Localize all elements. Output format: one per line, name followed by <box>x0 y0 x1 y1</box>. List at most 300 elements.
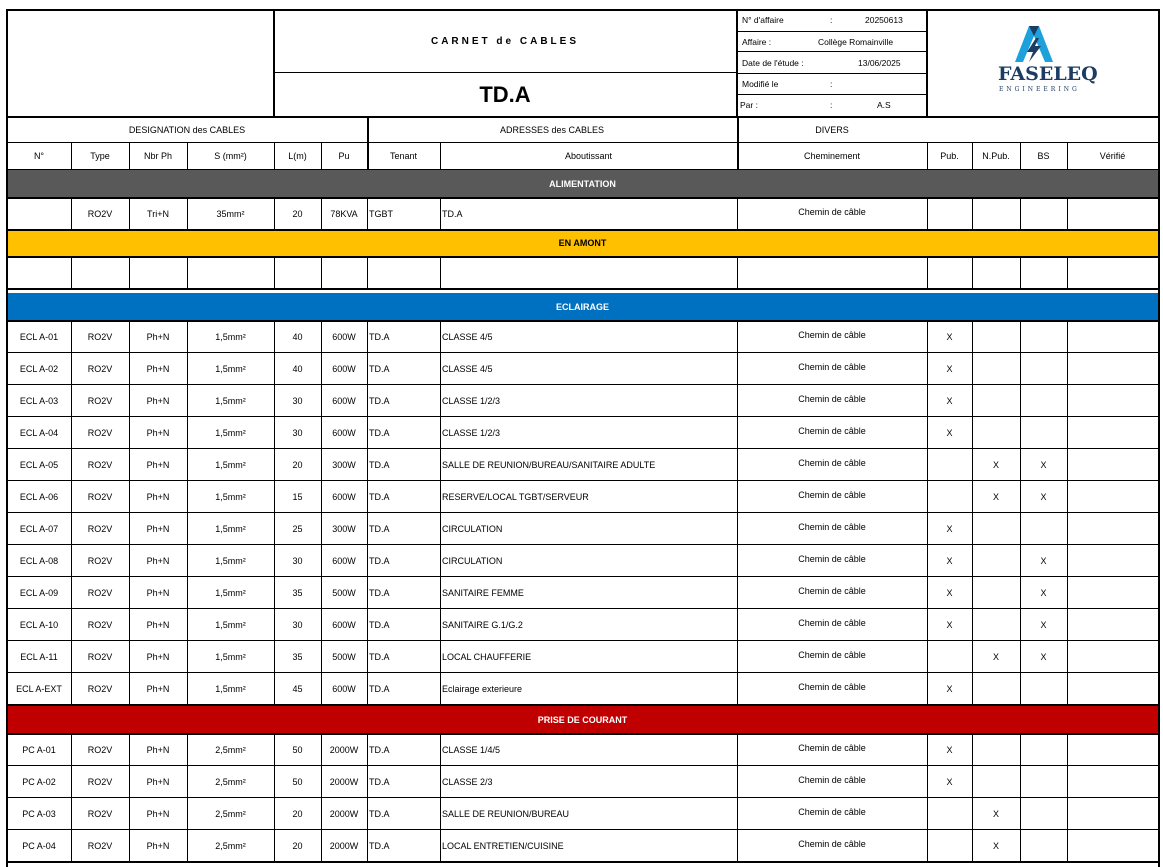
cell-section <box>187 258 274 288</box>
cell-nbr-ph <box>129 258 187 288</box>
grid-line <box>71 385 72 417</box>
cell-verifie <box>1067 578 1158 608</box>
grid-line <box>6 197 1159 199</box>
cell-nbr-ph: Ph+N <box>146 684 170 694</box>
grid-line <box>274 449 275 481</box>
column-header-no: N° <box>33 151 45 161</box>
section-band-prise-de-courant: PRISE DE COURANT <box>7 706 1158 733</box>
cell-section: 1,5mm² <box>215 396 246 406</box>
grid-line <box>321 641 322 673</box>
grid-line <box>1020 417 1021 449</box>
cell-tenant: TD.A <box>369 745 390 755</box>
cell-tenant: TD.A <box>369 588 390 598</box>
cell-tenant <box>367 258 440 288</box>
cell-aboutissant: CLASSE 4/5 <box>442 364 493 374</box>
grid-line <box>129 449 130 481</box>
grid-line <box>129 513 130 545</box>
cell-npub <box>972 386 1020 416</box>
grid-line <box>367 766 368 798</box>
cell-power: 600W <box>332 364 356 374</box>
grid-line <box>273 72 737 73</box>
cell-nbr-ph: Ph+N <box>146 492 170 502</box>
grid-line <box>6 861 1159 863</box>
grid-line <box>367 143 369 169</box>
grid-line <box>927 545 928 577</box>
cell-bs <box>1020 418 1067 448</box>
grid-line <box>187 545 188 577</box>
grid-line <box>927 481 928 513</box>
cell-aboutissant: SANITAIRE G.1/G.2 <box>442 620 523 630</box>
cell-pub <box>927 482 972 512</box>
grid-line <box>274 481 275 513</box>
cell-tenant: TD.A <box>369 524 390 534</box>
cell-aboutissant: CLASSE 2/3 <box>442 777 493 787</box>
cell-power: 500W <box>332 652 356 662</box>
grid-line <box>737 766 738 798</box>
cell-power: 600W <box>332 492 356 502</box>
grid-line <box>367 641 368 673</box>
cell-bs <box>1020 258 1067 288</box>
grid-line <box>71 766 72 798</box>
grid-line <box>321 257 322 289</box>
cell-pub: X <box>946 745 953 755</box>
grid-line <box>6 288 1159 290</box>
grid-line <box>440 321 441 353</box>
cell-no: PC A-03 <box>22 809 56 819</box>
cell-no: ECL A-05 <box>19 460 59 470</box>
grid-line <box>367 481 368 513</box>
cell-npub: X <box>992 809 999 819</box>
grid-line <box>6 608 1159 609</box>
grid-line <box>737 143 739 169</box>
cell-pub <box>927 799 972 829</box>
cell-no: ECL A-04 <box>19 428 59 438</box>
info-label-date: Date de l'étude : <box>742 58 804 68</box>
cell-bs <box>1020 386 1067 416</box>
cell-length: 20 <box>292 809 303 819</box>
cell-power: 600W <box>332 684 356 694</box>
grid-line <box>972 353 973 385</box>
grid-line <box>972 577 973 609</box>
cell-cheminement: Chemin de câble <box>798 394 866 404</box>
cell-length: 20 <box>292 460 303 470</box>
cell-type: RO2V <box>87 652 113 662</box>
grid-line <box>71 143 72 169</box>
cell-section: 1,5mm² <box>215 620 246 630</box>
grid-line <box>321 734 322 766</box>
cell-bs: X <box>1040 620 1047 630</box>
grid-line <box>440 766 441 798</box>
grid-line <box>129 353 130 385</box>
grid-line <box>274 830 275 862</box>
grid-line <box>274 545 275 577</box>
grid-line <box>1020 198 1021 230</box>
cell-pub: X <box>946 684 953 694</box>
logo-name: FASELEQ <box>998 63 1098 85</box>
grid-line <box>187 417 188 449</box>
grid-line <box>927 577 928 609</box>
cell-verifie <box>1067 258 1158 288</box>
grid-line <box>1020 385 1021 417</box>
grid-line <box>367 198 368 230</box>
grid-line <box>321 673 322 705</box>
cell-section: 1,5mm² <box>215 556 246 566</box>
grid-line <box>129 798 130 830</box>
grid-line <box>1067 385 1068 417</box>
cell-length: 40 <box>292 364 303 374</box>
cell-power: 600W <box>332 332 356 342</box>
grid-line <box>321 513 322 545</box>
grid-line <box>6 9 1159 11</box>
grid-line <box>927 513 928 545</box>
cell-nbr-ph: Ph+N <box>146 556 170 566</box>
grid-line <box>440 385 441 417</box>
cell-power: 2000W <box>329 809 359 819</box>
cell-section: 2,5mm² <box>215 777 246 787</box>
grid-line <box>1067 545 1068 577</box>
grid-line <box>1020 449 1021 481</box>
cell-type: RO2V <box>87 332 113 342</box>
grid-line <box>737 51 927 52</box>
cell-length: 30 <box>292 620 303 630</box>
grid-line <box>1067 577 1068 609</box>
cell-nbr-ph: Ph+N <box>146 332 170 342</box>
grid-line <box>187 321 188 353</box>
cell-no: ECL A-08 <box>19 556 59 566</box>
cell-power: 600W <box>332 556 356 566</box>
grid-line <box>737 673 738 705</box>
cell-aboutissant: SALLE DE REUNION/BUREAU/SANITAIRE ADULTE <box>442 460 656 470</box>
grid-line <box>129 673 130 705</box>
cell-bs: X <box>1040 492 1047 502</box>
grid-line <box>1067 198 1068 230</box>
cell-section: 35mm² <box>216 209 245 219</box>
cell-npub <box>972 767 1020 797</box>
grid-line <box>972 609 973 641</box>
grid-line <box>187 513 188 545</box>
grid-line <box>187 481 188 513</box>
grid-line <box>737 734 738 766</box>
cell-bs <box>1020 735 1067 765</box>
grid-line <box>6 733 1159 735</box>
cell-type: RO2V <box>87 684 113 694</box>
grid-line <box>71 577 72 609</box>
grid-line <box>1020 766 1021 798</box>
grid-line <box>71 545 72 577</box>
cell-aboutissant: CIRCULATION <box>442 556 503 566</box>
cell-npub <box>972 674 1020 704</box>
grid-line <box>187 257 188 289</box>
cell-tenant: TD.A <box>369 428 390 438</box>
grid-line <box>927 673 928 705</box>
grid-line <box>321 449 322 481</box>
grid-line <box>6 384 1159 385</box>
info-sep: : <box>830 100 833 110</box>
cell-nbr-ph: Ph+N <box>146 364 170 374</box>
grid-line <box>187 385 188 417</box>
cell-npub <box>972 514 1020 544</box>
grid-line <box>6 9 8 867</box>
grid-line <box>71 257 72 289</box>
cell-section: 2,5mm² <box>215 841 246 851</box>
grid-line <box>71 449 72 481</box>
section-band-alimentation: ALIMENTATION <box>7 170 1158 197</box>
grid-line <box>1020 734 1021 766</box>
cell-type: RO2V <box>87 556 113 566</box>
grid-line <box>440 798 441 830</box>
grid-line <box>187 830 188 862</box>
grid-line <box>187 641 188 673</box>
grid-line <box>737 481 738 513</box>
column-header-aboutissant: Aboutissant <box>564 151 613 161</box>
column-header-nbr-ph: Nbr Ph <box>143 151 172 161</box>
grid-line <box>367 798 368 830</box>
cell-npub <box>972 735 1020 765</box>
grid-line <box>6 512 1159 513</box>
cell-pub: X <box>946 428 953 438</box>
grid-line <box>274 385 275 417</box>
grid-line <box>972 417 973 449</box>
cell-bs: X <box>1040 460 1047 470</box>
grid-line <box>972 734 973 766</box>
cell-length: 25 <box>292 524 303 534</box>
cell-nbr-ph: Tri+N <box>147 209 169 219</box>
group-divers: DIVERS <box>815 125 849 135</box>
grid-line <box>1020 481 1021 513</box>
grid-line <box>737 321 738 353</box>
info-value-affaire-number: 20250613 <box>865 15 903 25</box>
tableau-name: TD.A <box>479 82 531 107</box>
cell-length: 35 <box>292 588 303 598</box>
cell-cheminement: Chemin de câble <box>798 458 866 468</box>
grid-line <box>737 117 739 143</box>
cell-verifie <box>1067 642 1158 672</box>
cell-nbr-ph: Ph+N <box>146 777 170 787</box>
grid-line <box>71 734 72 766</box>
cell-pub: X <box>946 620 953 630</box>
cell-nbr-ph: Ph+N <box>146 588 170 598</box>
grid-line <box>737 73 927 74</box>
grid-line <box>1067 321 1068 353</box>
grid-line <box>737 577 738 609</box>
cell-type: RO2V <box>87 777 113 787</box>
cell-power: 78KVA <box>330 209 358 219</box>
cell-npub <box>972 322 1020 352</box>
grid-line <box>274 417 275 449</box>
grid-line <box>972 673 973 705</box>
cell-aboutissant: SANITAIRE FEMME <box>442 588 524 598</box>
cell-aboutissant: LOCAL ENTRETIEN/CUISINE <box>442 841 564 851</box>
grid-line <box>927 830 928 862</box>
cell-cheminement: Chemin de câble <box>798 618 866 628</box>
cell-aboutissant: CLASSE 1/4/5 <box>442 745 501 755</box>
grid-line <box>6 142 1159 143</box>
cell-length: 45 <box>292 684 303 694</box>
grid-line <box>367 513 368 545</box>
section-band-en-amont: EN AMONT <box>7 229 1158 256</box>
cell-cheminement: Chemin de câble <box>798 682 866 692</box>
cell-cheminement: Chemin de câble <box>798 650 866 660</box>
cell-npub <box>972 610 1020 640</box>
grid-line <box>440 577 441 609</box>
grid-line <box>187 798 188 830</box>
section-band-eclairage: ECLAIRAGE <box>7 293 1158 320</box>
grid-line <box>321 385 322 417</box>
cell-pub <box>927 450 972 480</box>
grid-line <box>367 257 368 289</box>
grid-line <box>927 417 928 449</box>
cell-nbr-ph: Ph+N <box>146 524 170 534</box>
cell-type: RO2V <box>87 209 113 219</box>
cell-length: 50 <box>292 745 303 755</box>
grid-line <box>1020 577 1021 609</box>
grid-line <box>187 449 188 481</box>
grid-line <box>737 385 738 417</box>
cell-cheminement: Chemin de câble <box>798 775 866 785</box>
cell-nbr-ph: Ph+N <box>146 396 170 406</box>
cell-section: 2,5mm² <box>215 809 246 819</box>
info-sep: : <box>830 15 833 25</box>
cell-tenant: TD.A <box>369 556 390 566</box>
cell-cheminement: Chemin de câble <box>798 426 866 436</box>
grid-line <box>440 545 441 577</box>
grid-line <box>274 143 275 169</box>
grid-line <box>6 352 1159 353</box>
column-header-type: Type <box>90 151 110 161</box>
cell-no <box>7 258 71 288</box>
grid-line <box>926 9 928 117</box>
grid-line <box>972 766 973 798</box>
cell-length: 15 <box>292 492 303 502</box>
cell-length: 30 <box>292 556 303 566</box>
cell-no: ECL A-11 <box>20 652 58 662</box>
info-label-affaire-number: N° d'affaire <box>742 15 784 25</box>
cell-nbr-ph: Ph+N <box>146 745 170 755</box>
cell-npub <box>972 578 1020 608</box>
cell-section: 1,5mm² <box>215 524 246 534</box>
cell-section: 1,5mm² <box>215 492 246 502</box>
grid-line <box>1067 143 1068 169</box>
cell-npub: X <box>992 652 999 662</box>
grid-line <box>274 609 275 641</box>
cell-section: 1,5mm² <box>215 332 246 342</box>
cell-pub: X <box>946 777 953 787</box>
cell-verifie <box>1067 674 1158 704</box>
cell-aboutissant: CLASSE 1/2/3 <box>442 428 501 438</box>
cell-verifie <box>1067 322 1158 352</box>
grid-line <box>972 143 973 169</box>
grid-line <box>1020 321 1021 353</box>
cell-aboutissant: TD.A <box>442 209 463 219</box>
cell-bs <box>1020 354 1067 384</box>
grid-line <box>440 198 441 230</box>
cell-verifie <box>1067 610 1158 640</box>
grid-line <box>274 353 275 385</box>
grid-line <box>367 830 368 862</box>
cell-aboutissant: CLASSE 1/2/3 <box>442 396 501 406</box>
grid-line <box>927 641 928 673</box>
cell-type <box>71 258 129 288</box>
cell-no: PC A-04 <box>22 841 56 851</box>
cell-type: RO2V <box>87 620 113 630</box>
cell-aboutissant: CIRCULATION <box>442 524 503 534</box>
grid-line <box>972 198 973 230</box>
grid-line <box>367 353 368 385</box>
grid-line <box>1067 641 1068 673</box>
cell-no <box>7 199 71 229</box>
cell-type: RO2V <box>87 492 113 502</box>
cell-npub <box>972 418 1020 448</box>
cell-section: 2,5mm² <box>215 745 246 755</box>
cell-nbr-ph: Ph+N <box>146 620 170 630</box>
cell-aboutissant <box>440 258 737 288</box>
grid-line <box>274 673 275 705</box>
cell-type: RO2V <box>87 524 113 534</box>
cell-no: ECL A-01 <box>19 332 59 342</box>
grid-line <box>440 734 441 766</box>
grid-line <box>129 417 130 449</box>
grid-line <box>927 766 928 798</box>
grid-line <box>129 734 130 766</box>
cell-aboutissant: LOCAL CHAUFFERIE <box>442 652 532 662</box>
grid-line <box>737 449 738 481</box>
grid-line <box>1067 513 1068 545</box>
grid-line <box>6 765 1159 766</box>
grid-line <box>6 320 1159 322</box>
grid-line <box>321 143 322 169</box>
cell-type: RO2V <box>87 428 113 438</box>
grid-line <box>1067 449 1068 481</box>
cell-pub <box>927 199 972 229</box>
grid-line <box>274 734 275 766</box>
column-header-tenant: Tenant <box>389 151 418 161</box>
cell-type: RO2V <box>87 364 113 374</box>
info-sep: : <box>830 79 833 89</box>
grid-line <box>6 416 1159 417</box>
cell-tenant: TD.A <box>369 396 390 406</box>
cell-cheminement: Chemin de câble <box>798 490 866 500</box>
cell-no: PC A-02 <box>22 777 56 787</box>
grid-line <box>71 673 72 705</box>
grid-line <box>129 481 130 513</box>
grid-line <box>927 734 928 766</box>
grid-line <box>737 830 738 862</box>
cell-aboutissant: RESERVE/LOCAL TGBT/SERVEUR <box>442 492 589 502</box>
info-label-affaire: Affaire : <box>742 37 772 47</box>
cell-bs <box>1020 674 1067 704</box>
cell-aboutissant: SALLE DE REUNION/BUREAU <box>442 809 570 819</box>
grid-line <box>1067 673 1068 705</box>
grid-line <box>440 449 441 481</box>
grid-line <box>6 448 1159 449</box>
grid-line <box>737 353 738 385</box>
grid-line <box>927 385 928 417</box>
grid-line <box>1067 830 1068 862</box>
cell-bs <box>1020 322 1067 352</box>
cell-length <box>274 258 321 288</box>
grid-line <box>367 417 368 449</box>
cell-cheminement: Chemin de câble <box>798 743 866 753</box>
info-value-par: A.S <box>877 100 891 110</box>
grid-line <box>440 143 441 169</box>
column-header-bs: BS <box>1037 151 1050 161</box>
grid-line <box>972 545 973 577</box>
grid-line <box>367 734 368 766</box>
sheet-title: CARNET de CABLES <box>430 36 579 47</box>
grid-line <box>737 798 738 830</box>
cell-verifie <box>1067 199 1158 229</box>
grid-line <box>71 830 72 862</box>
